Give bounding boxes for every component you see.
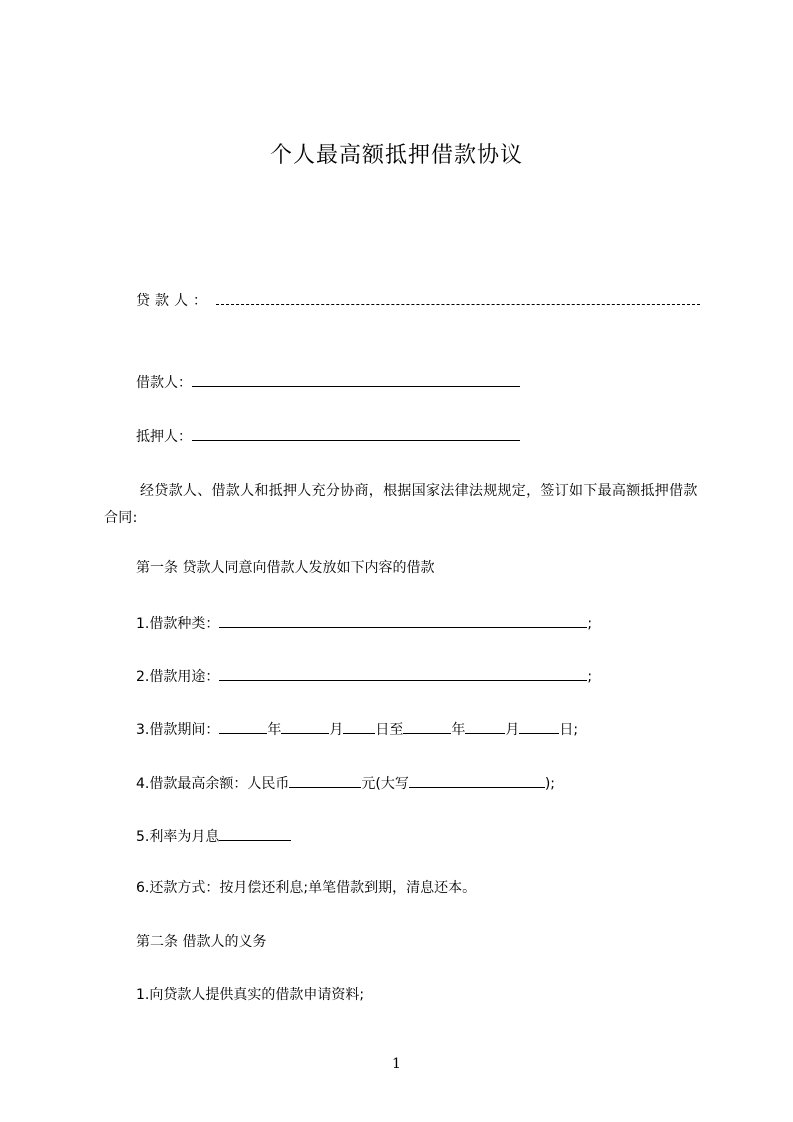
start-month-text: 月 — [329, 722, 344, 738]
article2-heading: 第二条 借款人的义务 — [136, 934, 267, 950]
start-day-blank — [343, 718, 375, 734]
loan-purpose-label: 2.借款用途： — [136, 669, 220, 685]
intro-paragraph: 经贷款人、借款人和抵押人充分协商，根据国家法律法规规定，签订如下最高额抵押借款合同: — [104, 483, 698, 526]
loan-purpose-end: ; — [587, 669, 593, 685]
mortgagor-label: 抵押人： — [136, 429, 192, 445]
end-year-blank — [403, 718, 451, 734]
lender-blank — [216, 292, 700, 305]
loan-type-line — [136, 612, 592, 634]
page-number: 1 — [392, 1056, 401, 1072]
loan-period-label: 3.借款期间： — [136, 722, 220, 738]
max-balance-end: ); — [544, 776, 556, 792]
borrower-label: 借款人： — [136, 375, 192, 391]
day-to-text: 日至 — [375, 722, 404, 738]
start-month-blank — [281, 718, 329, 734]
max-balance-capital-blank — [409, 772, 545, 788]
loan-type-blank — [219, 612, 587, 628]
interest-line — [136, 825, 291, 847]
loan-purpose-blank — [219, 665, 587, 681]
interest-blank — [219, 825, 291, 841]
loan-purpose-line — [136, 665, 592, 687]
end-month-text: 月 — [505, 722, 520, 738]
interest-label: 5.利率为月息 — [136, 829, 220, 845]
article1-heading: 第一条 贷款人同意向借款人发放如下内容的借款 — [136, 560, 435, 576]
end-day-text: 日; — [559, 722, 579, 738]
end-month-blank — [465, 718, 505, 734]
page-title: 个人最高额抵押借款协议 — [269, 143, 523, 168]
lender-label: 贷款人： — [136, 293, 212, 309]
max-balance-line — [136, 772, 555, 794]
max-balance-label: 4.借款最高余额：人民币 — [136, 776, 290, 792]
article2-item1: 1.向贷款人提供真实的借款申请资料; — [136, 987, 365, 1003]
start-year-text: 年 — [267, 722, 282, 738]
borrower-blank — [192, 371, 520, 387]
loan-type-end: ; — [587, 616, 593, 632]
lender-line — [136, 291, 700, 311]
repayment-line: 6.还款方式：按月偿还利息;单笔借款到期，清息还本。 — [136, 880, 477, 896]
max-balance-blank — [289, 772, 361, 788]
mortgagor-line — [136, 425, 520, 447]
end-year-text: 年 — [451, 722, 466, 738]
loan-period-line — [136, 718, 578, 740]
borrower-line — [136, 371, 520, 393]
end-day-blank — [519, 718, 559, 734]
max-balance-yuan: 元(大写 — [361, 776, 409, 792]
loan-type-label: 1.借款种类： — [136, 616, 220, 632]
mortgagor-blank — [192, 425, 520, 441]
start-year-blank — [219, 718, 267, 734]
